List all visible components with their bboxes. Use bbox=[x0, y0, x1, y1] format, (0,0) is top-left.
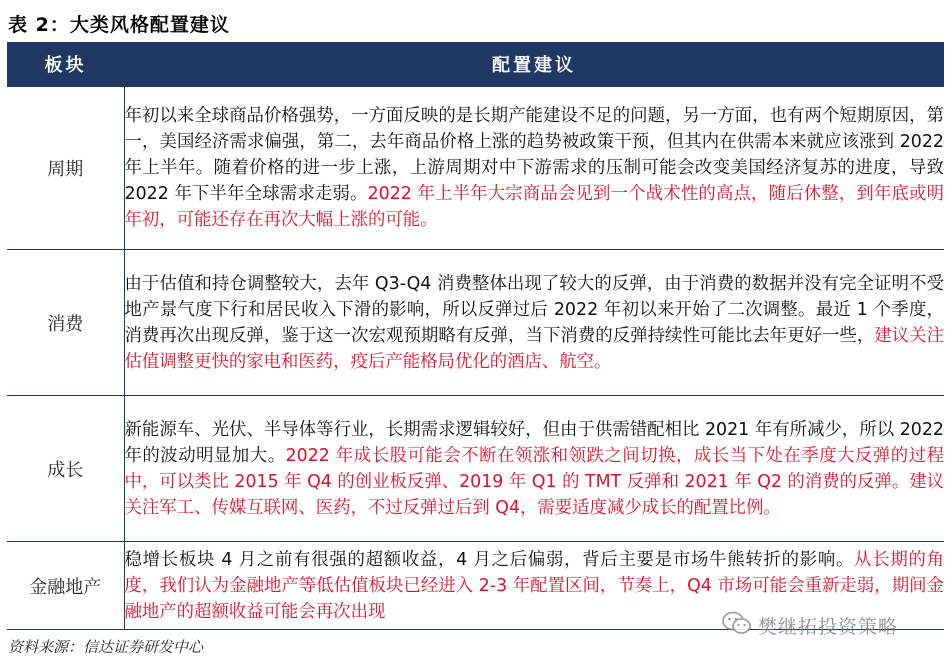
advice-highlight: 建议关注估值调整更快的家电和医药，疫后产能格局优化的酒店、航空。 bbox=[124, 325, 944, 372]
wechat-icon bbox=[722, 610, 752, 640]
board-cell: 周期 bbox=[7, 87, 124, 250]
board-cell: 成长 bbox=[7, 396, 124, 542]
advice-highlight: 从长期的角度，我们认为金融地产等低估值板块已经进入 2-3 年配置区间，节奏上，Q4 市场可能会重新走弱，期间金融地产的超额收益可能会再次出现 bbox=[124, 549, 944, 622]
board-cell: 金融地产 bbox=[7, 542, 124, 630]
table-row bbox=[7, 250, 944, 396]
header-board: 板块 bbox=[7, 42, 124, 87]
table-row bbox=[7, 87, 944, 250]
advice-highlight: 2022 年上半年大宗商品会见到一个战术性的高点，随后休整，到年底或明年初，可能还存在再次大幅上涨的可能。 bbox=[124, 184, 944, 230]
header-advice: 配置建议 bbox=[124, 42, 944, 87]
advice-cell bbox=[124, 250, 944, 396]
table-header-row bbox=[7, 42, 944, 87]
advice-cell bbox=[124, 87, 944, 250]
table-caption: 表 2：大类风格配置建议 bbox=[8, 14, 230, 36]
table-row bbox=[7, 396, 944, 542]
advice-cell bbox=[124, 396, 944, 542]
source-note: 资料来源：信达证券研发中心 bbox=[8, 638, 204, 656]
advice-text: 新能源车、光伏、半导体等行业，长期需求逻辑较好，但由于供需错配相比 2021 年有所减少，所以 2022 年的波动明显加大。 bbox=[124, 419, 944, 466]
advice-text: 年初以来全球商品价格强势，一方面反映的是长期产能建设不足的问题，另一方面，也有两个短期原因，第一，美国经济需求偏强，第二，去年商品价格上涨的趋势被政策干预，但其内在供需本来就应该涨到 2022 年上半年。随着价格的进一步上涨，上游周期对中下游需求的压制可能会改变美国经济复苏的进度，导致 2022 年下半年全球需求走弱。 bbox=[124, 106, 944, 204]
allocation-table bbox=[7, 42, 944, 630]
watermark bbox=[722, 610, 898, 640]
advice-highlight: 2022 年成长股可能会不断在领涨和领跌之间切换，成长当下处在季度大反弹的过程中，可以类比 2015 年 Q4 的创业板反弹、2019 年 Q1 的 TMT 反弹和 2021 年 Q2 的消费的反弹。建议关注军工、传媒互联网、医药，不过反弹过后到 Q4，需要适度减少成长的配置比例。 bbox=[124, 445, 944, 518]
advice-text: 稳增长板块 4 月之前有很强的超额收益，4 月之后偏弱，背后主要是市场牛熊转折的影响。 bbox=[124, 549, 855, 570]
advice-text: 由于估值和持仓调整较大，去年 Q3-Q4 消费整体出现了较大的反弹，由于消费的数据并没有完全证明不受地产景气度下行和居民收入下滑的影响，所以反弹过后 2022 年初以来开始了二次调整。最近 1 个季度，消费再次出现反弹，鉴于这一次宏观预期略有反弹，当下消费的反弹持续性可能比去年更好一些， bbox=[124, 273, 944, 346]
board-cell: 消费 bbox=[7, 250, 124, 396]
watermark-text: 樊继拓投资策略 bbox=[758, 615, 899, 638]
